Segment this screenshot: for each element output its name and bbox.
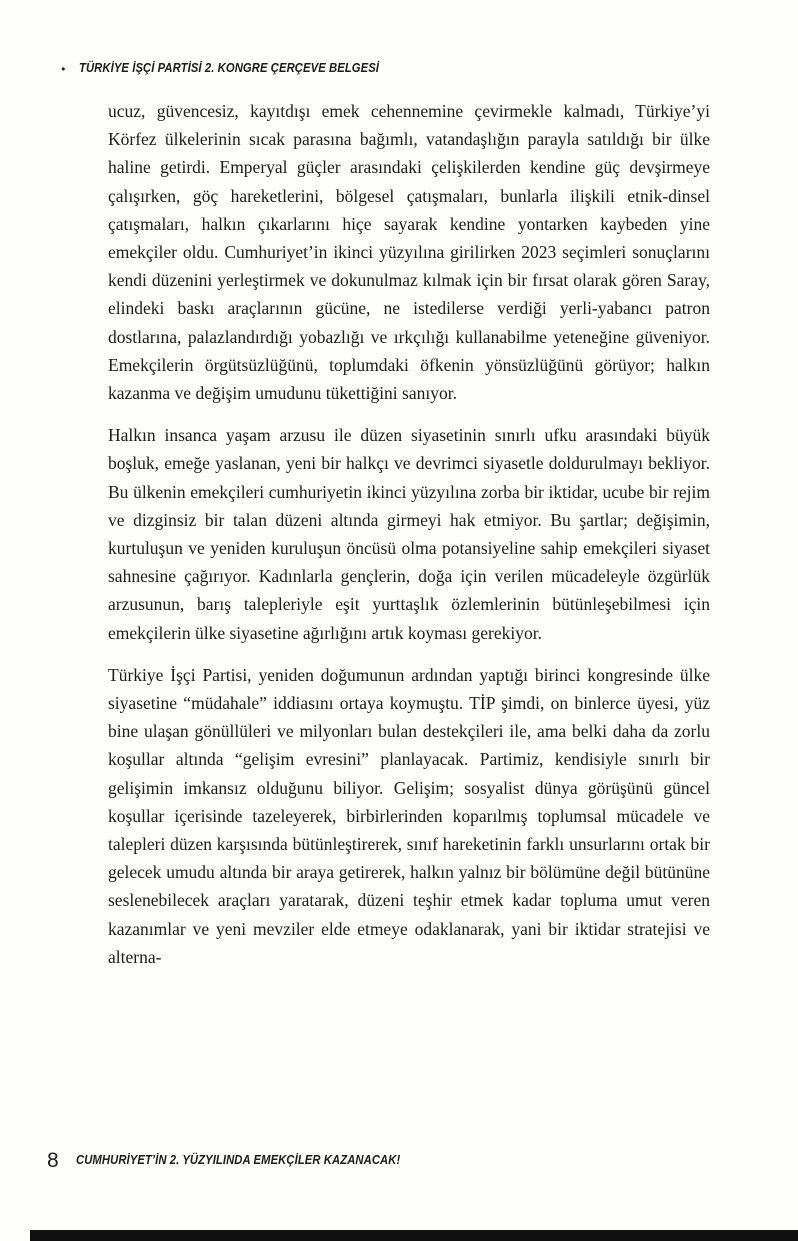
paragraph-3: Türkiye İşçi Partisi, yeniden doğumunun ardından yaptığı birinci kongresinde ülke siyasetine “müdahale” iddiasını ortaya koymuştu. TİP şimdi, on binlerce üyesi, yüz bine ulaşan gönüllüleri ve milyonları bulan destekçileri ile, ama belki daha da zorlu koşullar altında “gelişim evresini” planlayacak. Partimiz, kendisiyle sınırlı bir gelişimin imkansız olduğunu biliyor. Gelişim; sosyalist dünya görüşünü güncel koşullar içerisinde tazeleyerek, birbirlerinden koparılmış toplumsal mücadele ve talepleri düzen karşısında bütünleştirerek, sınıf hareketinin farklı unsurlarını ortak bir gelecek umudu altında bir araya getirerek, halkın yalnız bir bölümüne değil bütününe seslenebilecek araçları yaratarak, düzeni teşhir etmek kadar topluma umut veren kazanımlar ve yeni mevziler elde etmeye odaklanarak, yani bir iktidar stratejisi ve alterna-: [108, 664, 710, 967]
running-header: [60, 62, 412, 75]
body-text-block: [108, 97, 710, 985]
running-header-title: TÜRKİYE İŞÇİ PARTİSİ 2. KONGRE ÇERÇEVE BELGESİ: [78, 61, 379, 75]
footer-slogan: CUMHURİYET’İN 2. YÜZYILINDA EMEKÇİLER KAZANACAK!: [75, 1153, 401, 1168]
page-footer: [47, 1150, 710, 1171]
paragraph-2: Halkın insanca yaşam arzusu ile düzen siyasetinin sınırlı ufku arasındaki büyük boşluk, emeğe yaslanan, yeni bir halkçı ve devrimci siyasetle doldurulmayı bekliyor. Bu ülkenin emekçileri cumhuriyetin ikinci yüzyılına zorba bir iktidar, ucube bir rejim ve dizginsiz bir talan düzeni altında girmeyi hak etmiyor. Bu şartlar; değişimin, kurtuluşun ve yeniden kuruluşun öncüsü olma potansiyeline sahip emekçileri siyaset sahnesine çağırıyor. Kadınlarla gençlerin, doğa için verilen mücadeleyle özgürlük arzusunun, barış talepleriyle eşit yurttaşlık özlemlerinin bütünleşebilmesi için emekçilerin ülke siyasetine ağırlığını artık koyması gerekiyor.: [108, 425, 710, 643]
page-bottom-edge-bar: [30, 1230, 798, 1241]
page-number: 8: [47, 1149, 59, 1172]
paragraph-1: ucuz, güvencesiz, kayıtdışı emek cehennemine çevirmekle kalmadı, Türkiye’yi Körfez ülkelerinin sıcak parasına bağımlı, vatandaşlığın parayla satıldığı bir ülke haline getirdi. Emperyal güçler arasındaki çelişkilerden kendine güç devşirmeye çalışırken, göç hareketlerini, bölgesel çatışmaları, bunlarla ilişkili etnik-dinsel çatışmaları, halkın çıkarlarını hiçe sayarak kendine yontarken kaybeden yine emekçiler oldu. Cumhuriyet’in ikinci yüzyılına girilirken 2023 seçimleri sonuçlarını kendi düzenini yerleştirmek ve dokunulmaz kılmak için bir fırsat olarak gören Saray, elindeki baskı araçlarının gücüne, ne istedilerse verdiği yerli-yabancı patron dostlarına, palazlandırdığı yobazlığı ve ırkçılığı kullanabilme yeteneğine güveniyor. Emekçilerin örgütsüzlüğünü, toplumdaki öfkenin yönsüzlüğünü görüyor; halkın kazanma ve değişim umudunu tükettiğini sanıyor.: [108, 101, 710, 404]
header-bullet-icon: •: [60, 62, 67, 76]
